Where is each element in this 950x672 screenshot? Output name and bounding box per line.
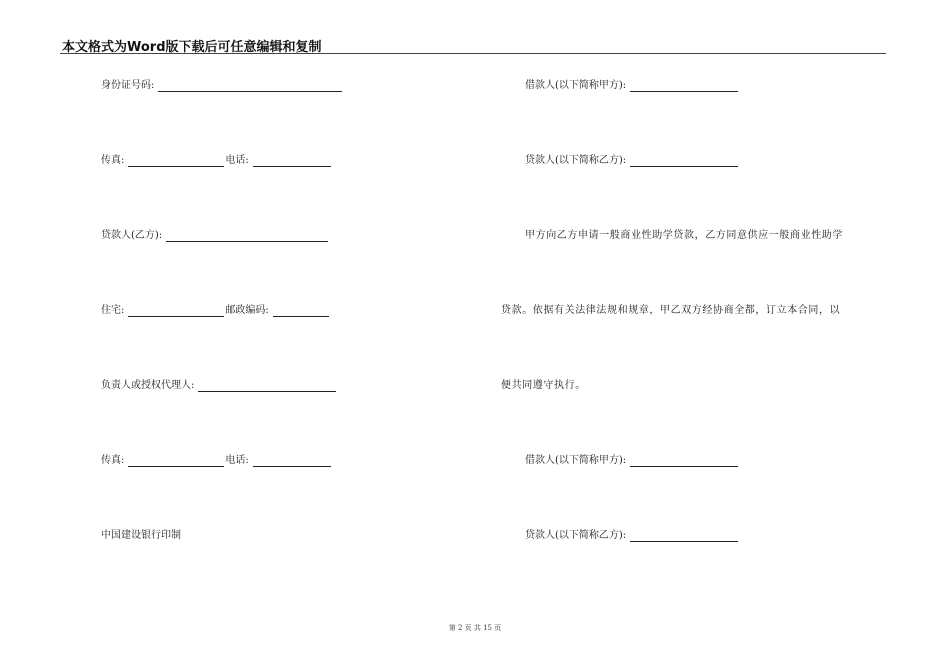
document-header-title: 本文格式为Word版下载后可任意编辑和复制	[62, 40, 322, 55]
phone-label-2: 电话:	[225, 455, 249, 466]
borrower-line-2	[525, 455, 738, 467]
borrower-label-1: 借款人(以下简称甲方):	[525, 80, 627, 91]
postcode-label: 邮政编码:	[225, 305, 269, 316]
borrower-blank-2[interactable]	[630, 456, 738, 467]
responsible-line	[101, 380, 336, 392]
borrower-blank-1[interactable]	[630, 81, 738, 92]
lender-blank[interactable]	[166, 231, 328, 242]
phone-label-1: 电话:	[225, 155, 249, 166]
fax-blank-2[interactable]	[128, 456, 224, 467]
fax-label-2: 传真:	[101, 455, 125, 466]
phone-blank-2[interactable]	[253, 456, 331, 467]
residence-blank[interactable]	[128, 306, 224, 317]
phone-blank-1[interactable]	[253, 156, 331, 167]
id-number-label: 身份证号码:	[101, 80, 155, 91]
fax-phone-line-1	[101, 155, 331, 167]
fax-phone-line-2	[101, 455, 331, 467]
borrower-label-2: 借款人(以下简称甲方):	[525, 455, 627, 466]
lender-blank-1[interactable]	[630, 156, 738, 167]
residence-postcode-line	[101, 305, 329, 317]
header-divider	[60, 53, 886, 54]
agreement-paragraph-line-3: 便共同遵守执行。	[501, 380, 586, 391]
lender-label-2: 贷款人(以下简称乙方):	[525, 530, 627, 541]
lender-blank-2[interactable]	[630, 531, 738, 542]
lender-label: 贷款人(乙方):	[101, 230, 163, 241]
page-number-footer: 第 2 页 共 15 页	[448, 624, 502, 632]
fax-blank-1[interactable]	[128, 156, 224, 167]
lender-line-1	[525, 155, 738, 167]
id-number-blank[interactable]	[158, 81, 342, 92]
id-number-line	[101, 80, 342, 92]
lender-line-2	[525, 530, 738, 542]
postcode-blank[interactable]	[273, 306, 329, 317]
agreement-paragraph-line-1: 甲方向乙方申请一般商业性助学贷款，乙方同意供应一般商业性助学	[525, 230, 843, 241]
responsible-label: 负责人或授权代理人:	[101, 380, 195, 391]
agreement-paragraph-line-2: 贷款。依据有关法律法规和规章，甲乙双方经协商全都，订立本合同，以	[501, 305, 841, 316]
lender-line	[101, 230, 328, 242]
borrower-line-1	[525, 80, 738, 92]
fax-label-1: 传真:	[101, 155, 125, 166]
lender-label-1: 贷款人(以下简称乙方):	[525, 155, 627, 166]
responsible-blank[interactable]	[198, 381, 336, 392]
printer-line	[101, 530, 181, 542]
printer-label: 中国建设银行印制	[101, 530, 181, 541]
residence-label: 住宅:	[101, 305, 125, 316]
